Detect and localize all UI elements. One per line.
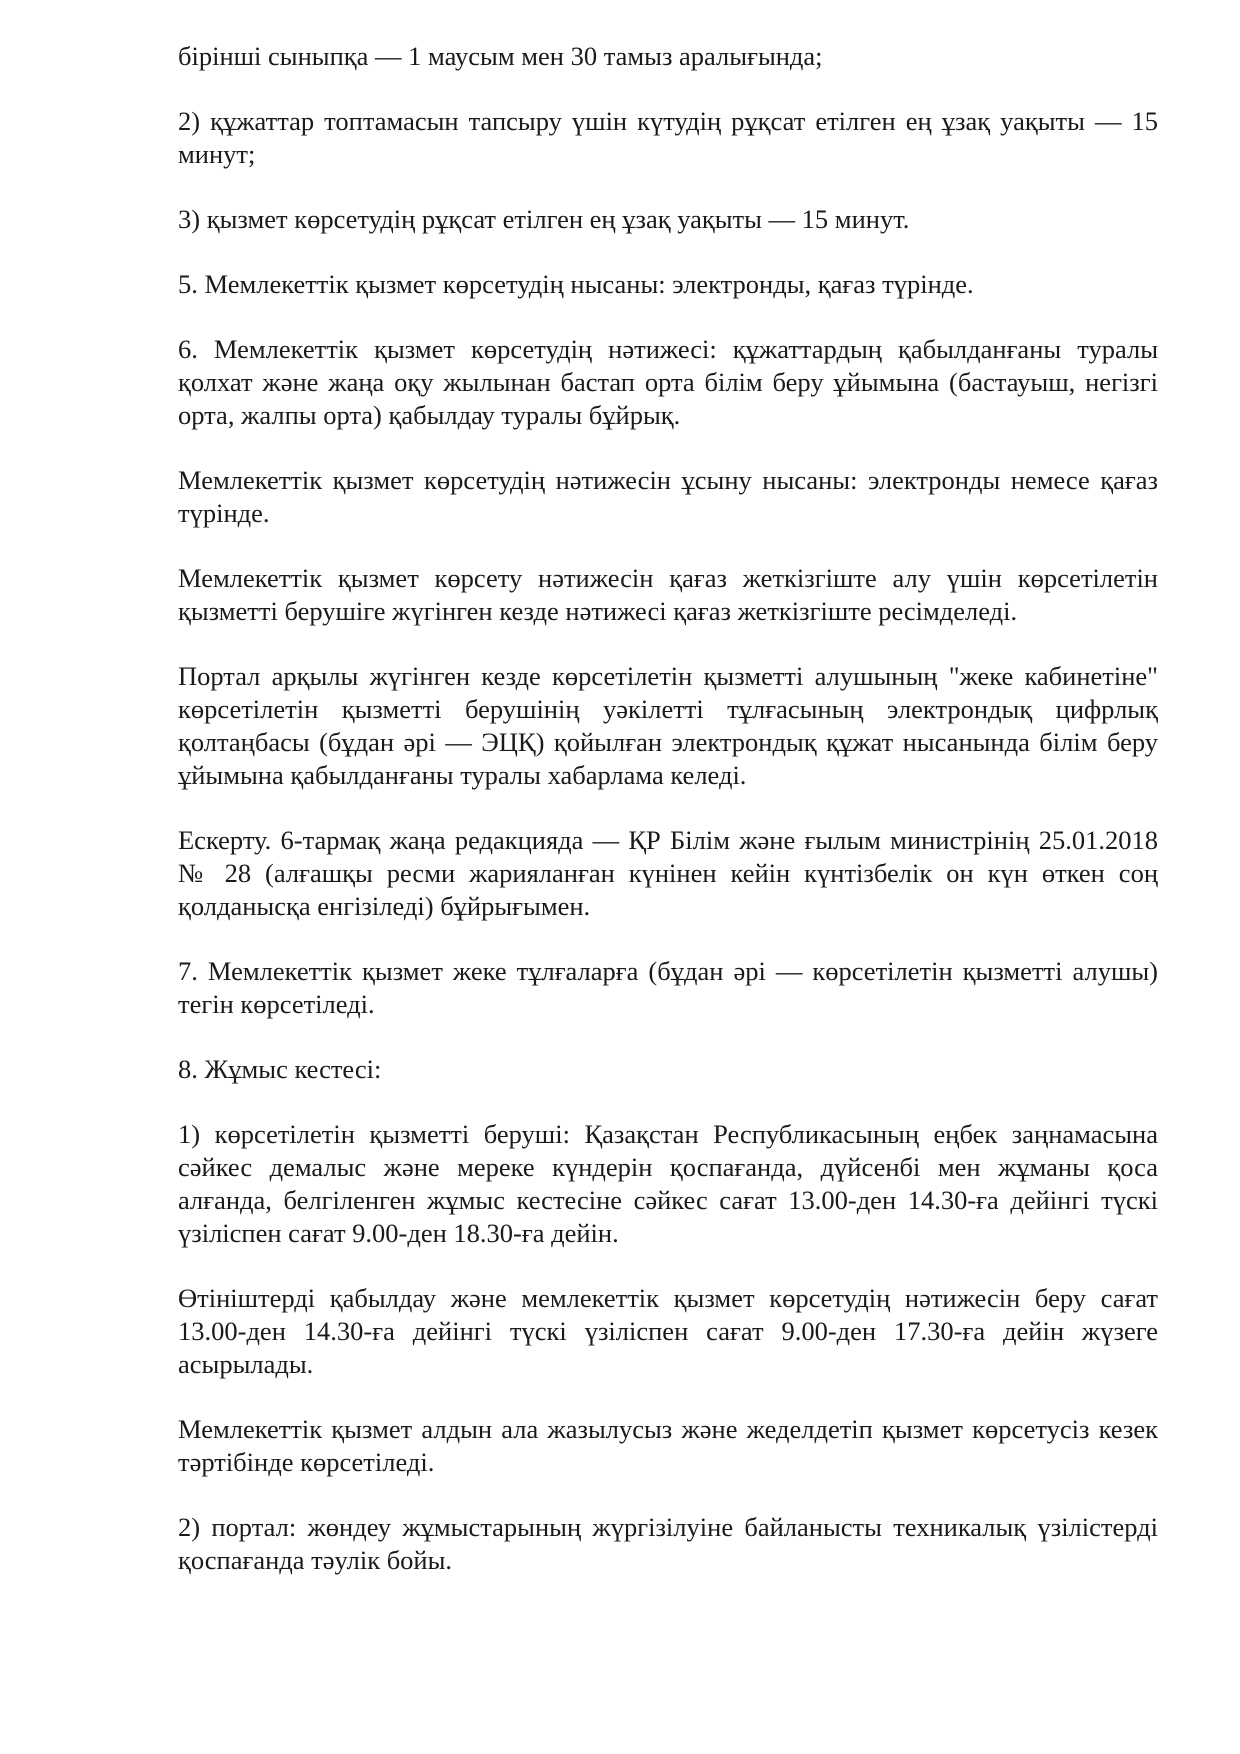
paragraph-waiting-time: 2) құжаттар топтамасын тапсыру үшін күтудің рұқсат етілген ең ұзақ уақыты — 15 минут; [178, 106, 1158, 169]
paragraph-portal-hours: 2) портал: жөндеу жұмыстарының жүргізілуіне байланысты техникалық үзілістерді қоспағанда тәулік бойы. [178, 1512, 1158, 1575]
paragraph-queue-order: Мемлекеттік қызмет алдын ала жазылусыз және жеделдетіп қызмет көрсетусіз кезек тәртібінде көрсетіледі. [178, 1414, 1158, 1477]
paragraph-schedule-heading: 8. Жұмыс кестесі: [178, 1054, 382, 1084]
paragraph-service-time: 3) қызмет көрсетудің рұқсат етілген ең ұзақ уақыты — 15 минут. [178, 204, 910, 234]
paragraph-service-result: 6. Мемлекеттік қызмет көрсетудің нәтижесі: құжаттардың қабылданғаны туралы қолхат және жаңа оқу жылынан бастап орта білім беру ұйымына (бастауыш, негізгі орта, жалпы орта) қабылдау туралы бұйрық. [178, 334, 1158, 430]
paragraph-admission-period: бірінші сыныпқа — 1 маусым мен 30 тамыз аралығында; [178, 41, 823, 71]
paragraph-paper-result: Мемлекеттік қызмет көрсету нәтижесін қағаз жеткізгіште алу үшін көрсетілетін қызметті берушіге жүгінген кезде нәтижесі қағаз жеткізгіште ресімделеді. [178, 563, 1158, 626]
paragraph-free-of-charge: 7. Мемлекеттік қызмет жеке тұлғаларға (бұдан әрі — көрсетілетін қызметті алушы) тегін көрсетіледі. [178, 956, 1158, 1019]
paragraph-service-form: 5. Мемлекеттік қызмет көрсетудің нысаны: электронды, қағаз түрінде. [178, 269, 974, 299]
paragraph-application-hours: Өтініштерді қабылдау және мемлекеттік қызмет көрсетудің нәтижесін беру сағат 13.00-ден 14.30-ға дейінгі түскі үзіліспен сағат 9.00-ден 17.30-ға дейін жүзеге асырылады. [178, 1283, 1158, 1379]
document-page [178, 40, 1158, 1609]
paragraph-amendment-note: Ескерту. 6-тармақ жаңа редакцияда — ҚР Білім және ғылым министрінің 25.01.2018 № 28 (алғашқы ресми жарияланған күнінен кейін күнтізбелік он күн өткен соң қолданысқа енгізіледі) бұйрығымен. [178, 825, 1158, 921]
paragraph-provider-schedule: 1) көрсетілетін қызметті беруші: Қазақстан Республикасының еңбек заңнамасына сәйкес демалыс және мереке күндерін қоспағанда, дүйсенбі мен жұманы қоса алғанда, белгіленген жұмыс кестесіне сәйкес сағат 13.00-ден 14.30-ға дейінгі түскі үзіліспен сағат 9.00-ден 18.30-ға дейін. [178, 1119, 1158, 1248]
paragraph-portal-notice: Портал арқылы жүгінген кезде көрсетілетін қызметті алушының "жеке кабинетіне" көрсетілетін қызметті берушінің уәкілетті тұлғасының электрондық цифрлық қолтаңбасы (бұдан әрі — ЭЦҚ) қойылған электрондық құжат нысанында білім беру ұйымына қабылданғаны туралы хабарлама келеді. [178, 661, 1158, 790]
paragraph-result-form: Мемлекеттік қызмет көрсетудің нәтижесін ұсыну нысаны: электронды немесе қағаз түрінде. [178, 465, 1158, 528]
